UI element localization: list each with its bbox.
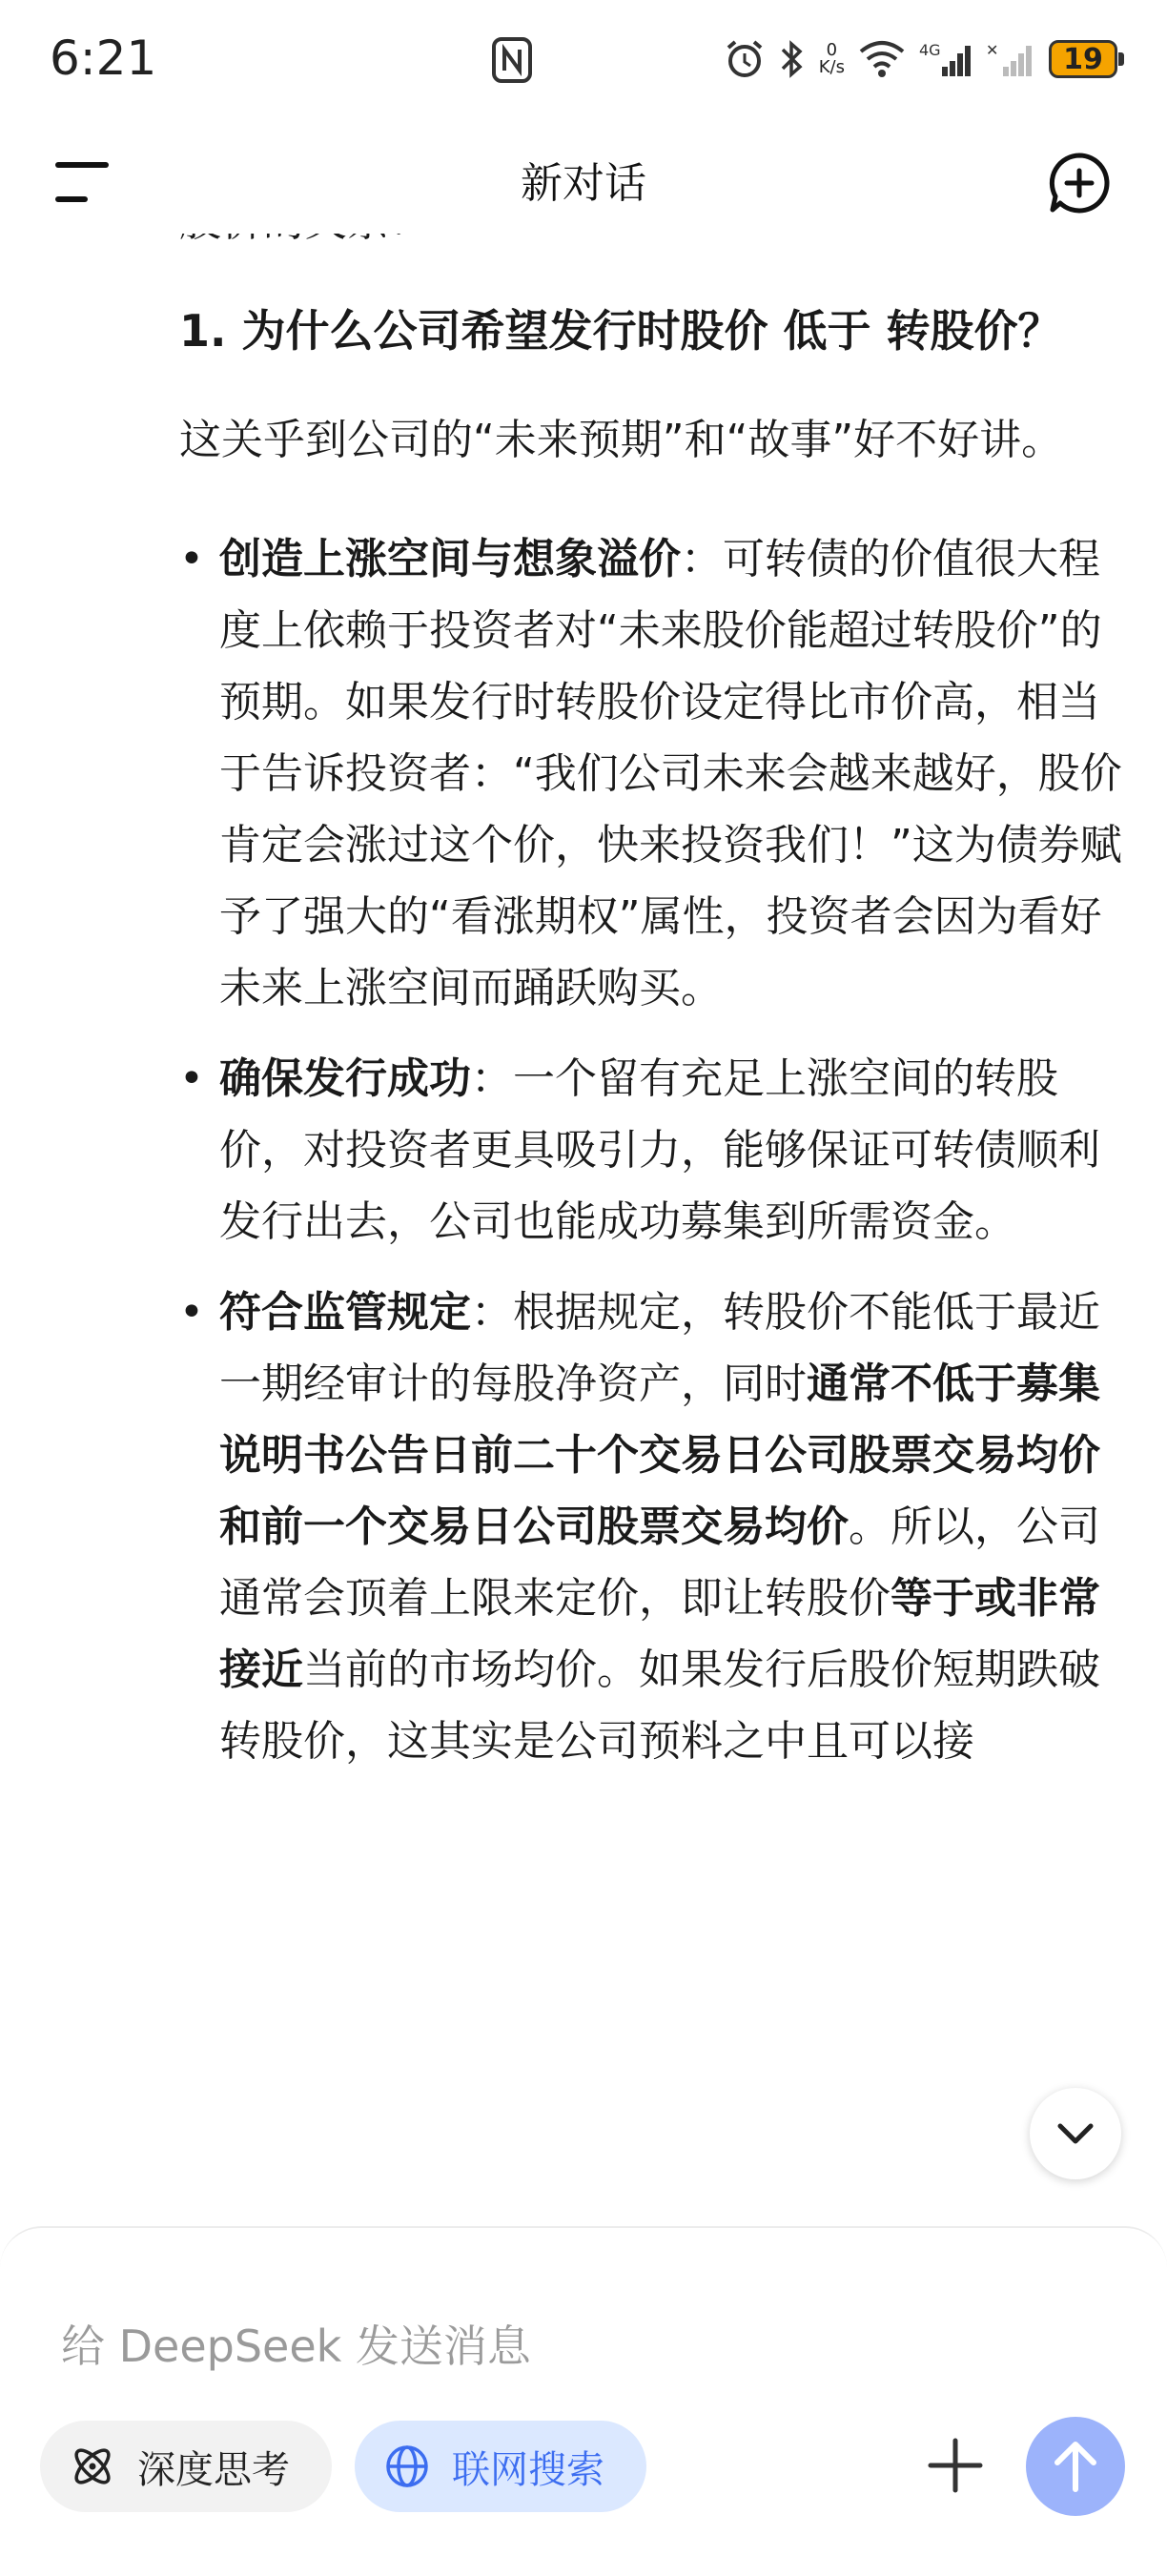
bullet-text: 。所以，公司通常会顶着上限来定价，即让转股价	[219, 1503, 1100, 1623]
message-input[interactable]: 给 DeepSeek 发送消息	[61, 2320, 531, 2372]
signal-x-icon	[986, 40, 1035, 78]
svg-text:✕: ✕	[986, 41, 999, 59]
app-header	[0, 124, 1167, 234]
bullet-dot: •	[179, 1054, 204, 1103]
status-time: 6:21	[50, 31, 157, 86]
bullet-emphasis: 通常不低于募集说明书公告日前二十个交易日公司股票交易均价和前一个交易日公司股票交易均价	[219, 1360, 1100, 1551]
list-item	[179, 1043, 1123, 1257]
scroll-to-bottom-button[interactable]	[1030, 2088, 1121, 2179]
list-item	[179, 523, 1123, 1024]
section-heading: 1. 为什么公司希望发行时股价 低于 转股价？	[179, 305, 1062, 357]
battery-icon: 19	[1049, 40, 1117, 78]
alarm-icon	[724, 38, 766, 80]
new-chat-icon[interactable]	[1047, 151, 1112, 215]
svg-text:4G: 4G	[919, 41, 941, 59]
bullet-text: ：根据规定，转股价不能低于最近一期经审计的每股净资产，同时	[219, 1288, 1100, 1408]
globe-icon	[383, 2443, 431, 2490]
bullet-text: 当前的市场均价。如果发行后股价短期跌破转股价，这其实是公司预料之中且可以接	[219, 1646, 1100, 1766]
chevron-down-icon	[1054, 2120, 1096, 2147]
list-item	[179, 1277, 1123, 1777]
bullet-text: ：一个留有充足上涨空间的转股价，对投资者更具吸引力，能够保证可转债顺利发行出去，公司也能成功募集到所需资金。	[219, 1054, 1100, 1246]
bullet-title: 确保发行成功	[219, 1054, 471, 1103]
deep-think-toggle[interactable]	[40, 2421, 332, 2512]
deep-think-label: 深度思考	[137, 2447, 290, 2492]
bullet-title: 符合监管规定	[219, 1288, 471, 1337]
web-search-toggle[interactable]	[355, 2421, 646, 2512]
status-icons	[724, 32, 1117, 86]
bullet-list	[179, 523, 1123, 1777]
bullet-title: 创造上涨空间与想象溢价	[219, 535, 681, 583]
send-button[interactable]	[1026, 2417, 1125, 2516]
status-bar	[0, 0, 1167, 124]
intro-paragraph: 这关乎到公司的“未来预期”和“故事”好不好讲。	[179, 416, 1064, 464]
wifi-icon	[858, 40, 906, 78]
nfc-icon	[491, 36, 533, 84]
arrow-up-icon	[1052, 2440, 1099, 2493]
page-title: 新对话	[521, 159, 646, 208]
bluetooth-icon	[779, 38, 806, 80]
signal-4g-icon	[919, 40, 972, 78]
message-composer	[0, 2226, 1167, 2576]
assistant-message	[179, 215, 1123, 2217]
network-speed: 0 K/s	[818, 40, 845, 77]
bullet-emphasis: 等于或非常接近	[219, 1574, 1100, 1694]
bullet-text: ：可转债的价值很大程度上依赖于投资者对“未来股价能超过转股价”的预期。如果发行时转股价设定得比市价高，相当于告诉投资者：“我们公司未来会越来越好，股价肯定会涨过这个价，快来投资我们！”这为债券赋予了强大的“看涨期权”属性，投资者会因为看好未来上涨空间而踊跃购买。	[219, 535, 1122, 1012]
plus-icon[interactable]	[927, 2437, 984, 2494]
atom-icon	[69, 2443, 116, 2490]
bullet-dot: •	[179, 1288, 204, 1337]
bullet-dot: •	[179, 535, 204, 583]
web-search-label: 联网搜索	[452, 2447, 604, 2492]
